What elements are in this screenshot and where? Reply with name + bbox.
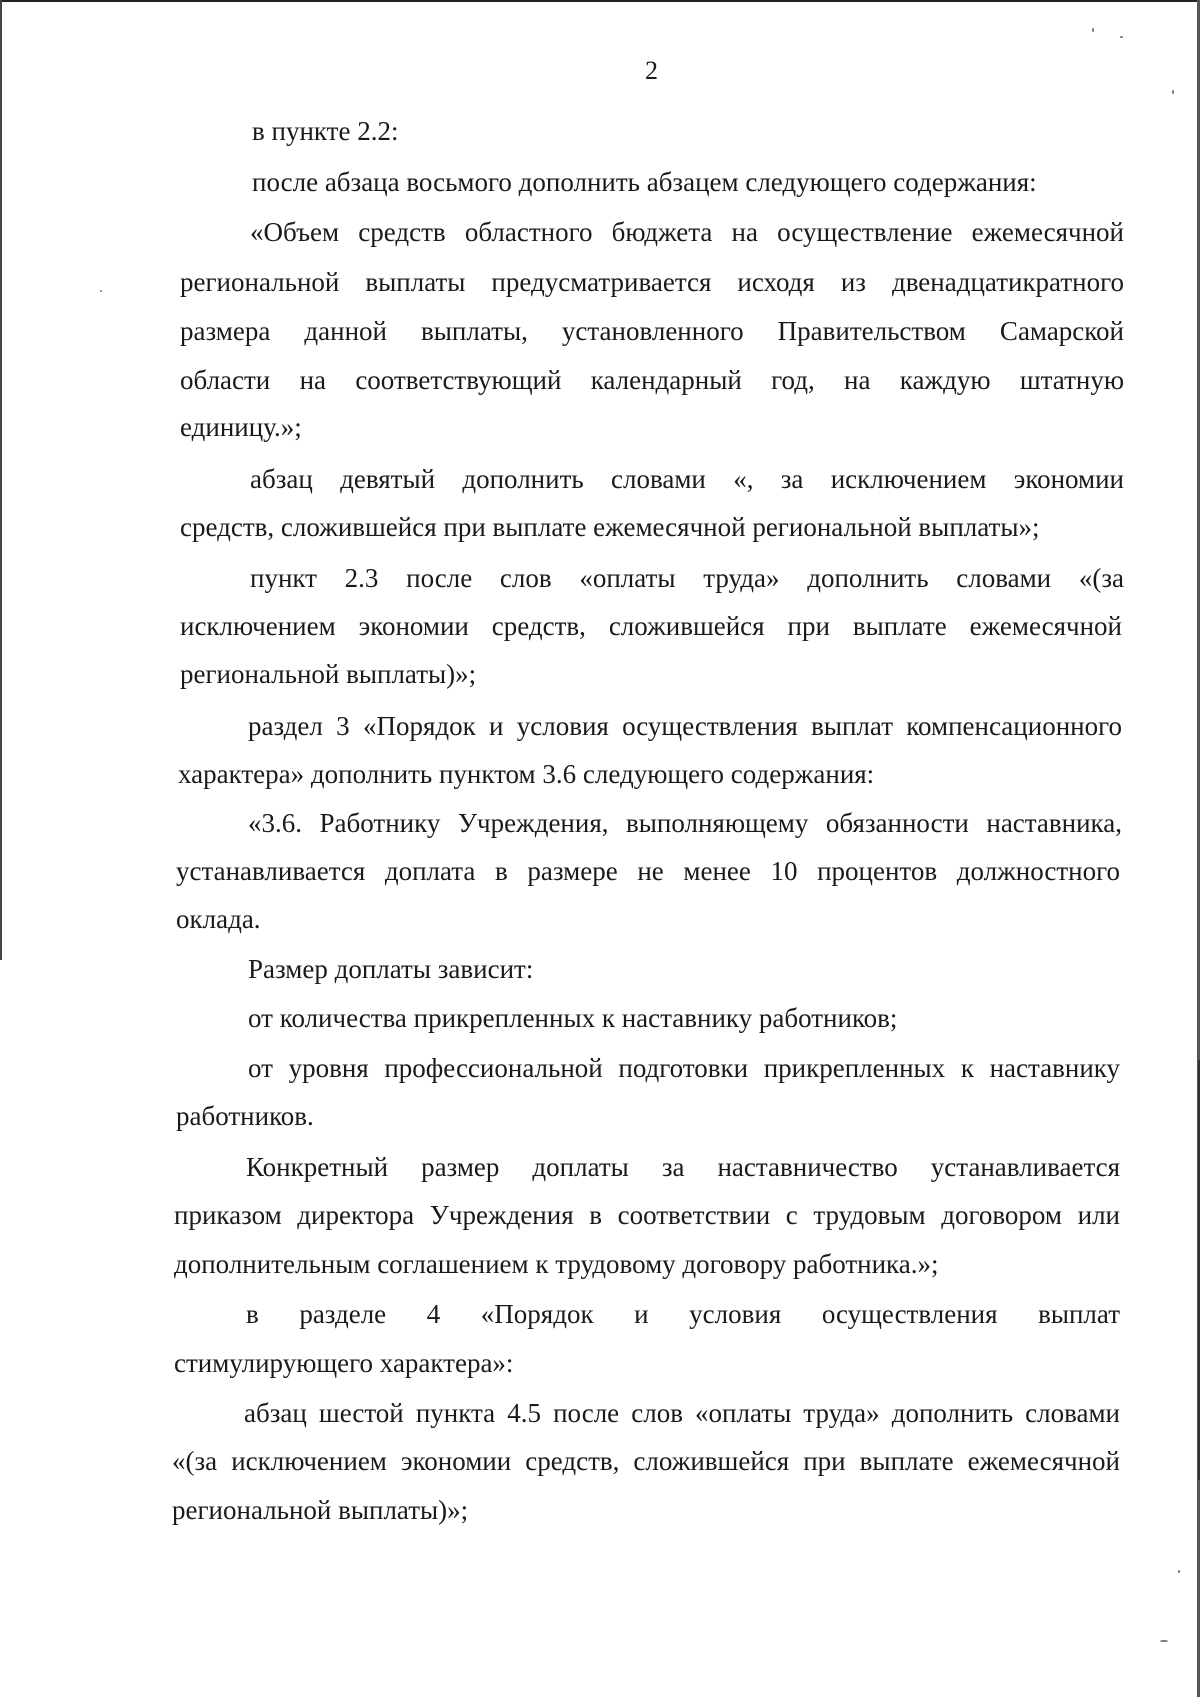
text-line: устанавливается доплата в размере не менее 10 процентов должностного [176,856,1120,886]
text-line: «(за исключением экономии средств, сложившейся при выплате ежемесячной [172,1446,1120,1476]
text-line: в разделе 4 «Порядок и условия осуществления выплат [246,1299,1120,1329]
scan-speck [1178,1570,1180,1573]
text-line: размера данной выплаты, установленного Правительством Самарской [180,316,1124,346]
text-line: раздел 3 «Порядок и условия осуществления выплат компенсационного [248,711,1122,741]
text-line: региональной выплаты предусматривается исходя из двенадцатикратного [180,267,1124,297]
text-line: единицу.»; [180,412,302,442]
text-line: дополнительным соглашением к трудовому договору работника.»; [174,1249,939,1279]
text-line: пункт 2.3 после слов «оплаты труда» дополнить словами «(за [250,563,1124,593]
scan-speck [1120,36,1123,38]
scan-speck [1172,90,1174,94]
text-line: области на соответствующий календарный год, на каждую штатную [180,365,1124,395]
text-line: региональной выплаты)»; [172,1495,469,1525]
text-line: приказом директора Учреждения в соответствии с трудовым договором или [174,1200,1120,1230]
text-line: после абзаца восьмого дополнить абзацем следующего содержания: [252,167,1037,197]
text-line: региональной выплаты)»; [180,659,477,689]
scan-speck [100,290,102,292]
text-line: «3.6. Работнику Учреждения, выполняющему обязанности наставника, [248,808,1122,838]
text-line: «Объем средств областного бюджета на осуществление ежемесячной [250,217,1124,247]
scan-speck [1092,28,1094,32]
text-line: оклада. [176,904,261,934]
text-line: исключением экономии средств, сложившейся при выплате ежемесячной [180,611,1122,641]
text-line: абзац шестой пункта 4.5 после слов «оплаты труда» дополнить словами [244,1398,1120,1428]
scan-speck [1160,1640,1168,1642]
text-line: работников. [176,1101,314,1131]
scan-edge-top [0,0,1200,2]
text-line: в пункте 2.2: [252,116,399,146]
scan-edge-left [0,0,2,960]
text-line: абзац девятый дополнить словами «, за исключением экономии [250,464,1124,494]
page-number: 2 [645,56,658,85]
text-line: стимулирующего характера»: [174,1348,514,1378]
text-line: Размер доплаты зависит: [248,954,534,984]
text-line: от количества прикрепленных к наставнику работников; [248,1003,898,1033]
text-line: средств, сложившейся при выплате ежемесячной региональной выплаты»; [180,512,1040,542]
text-line: Конкретный размер доплаты за наставничество устанавливается [246,1152,1120,1182]
text-line: характера» дополнить пунктом 3.6 следующего содержания: [178,759,875,789]
text-line: от уровня профессиональной подготовки прикрепленных к наставнику [248,1053,1120,1083]
